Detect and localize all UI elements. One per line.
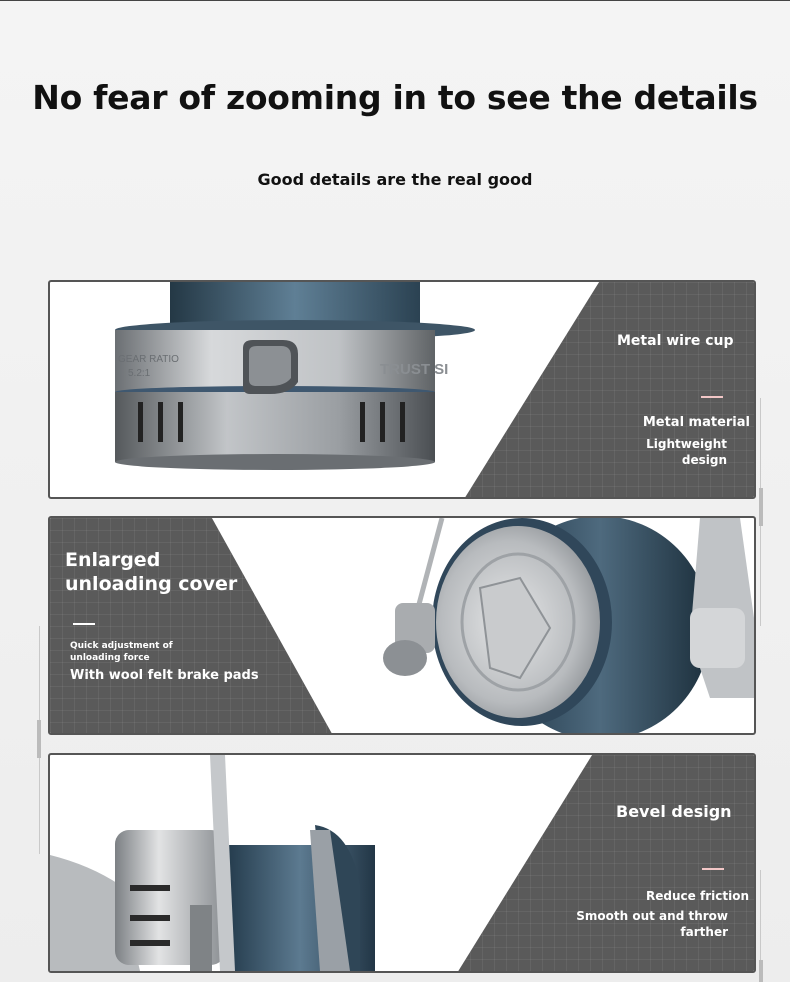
panel1-feature-sub-1: Lightweight — [646, 437, 727, 451]
panel2-title-line-1: Enlarged — [65, 549, 161, 571]
panel2-note-line-2: unloading force — [70, 653, 150, 663]
panel1-feature-main: Metal material — [642, 415, 750, 430]
panel2-feature: With wool felt brake pads — [70, 668, 259, 683]
panel3-feature-3: farther — [680, 925, 728, 939]
panel1-divider — [701, 396, 723, 398]
decor-line-right-3-marker — [759, 960, 763, 982]
top-border — [0, 0, 790, 1]
panel-unloading-cover — [48, 516, 756, 735]
panel-bevel-design — [48, 753, 756, 973]
panel1-feature-sub-2: design — [681, 453, 727, 467]
panel3-feature-1: Reduce friction — [646, 889, 749, 903]
decor-line-left-2-marker — [37, 720, 41, 758]
page-subheadline: Good details are the real good — [257, 170, 533, 189]
panel-metal-wire-cup — [48, 280, 756, 499]
panel2-note-line-1: Quick adjustment of — [70, 641, 173, 651]
panel3-feature-2: Smooth out and throw — [576, 909, 728, 923]
panel3-title: Bevel design — [616, 802, 732, 821]
panel2-title-line-2: unloading cover — [65, 573, 238, 595]
spool-brand-text: TRUST SI — [380, 361, 449, 378]
spool-gear-ratio-value: 5.2:1 — [128, 368, 151, 379]
page-headline: No fear of zooming in to see the details — [32, 78, 758, 117]
spool-gear-ratio-label: GEAR RATIO — [118, 354, 179, 365]
panel1-title: Metal wire cup — [617, 333, 734, 349]
panel2-divider — [73, 623, 95, 625]
panel3-divider — [702, 868, 724, 870]
decor-line-right-1-marker — [759, 488, 763, 526]
